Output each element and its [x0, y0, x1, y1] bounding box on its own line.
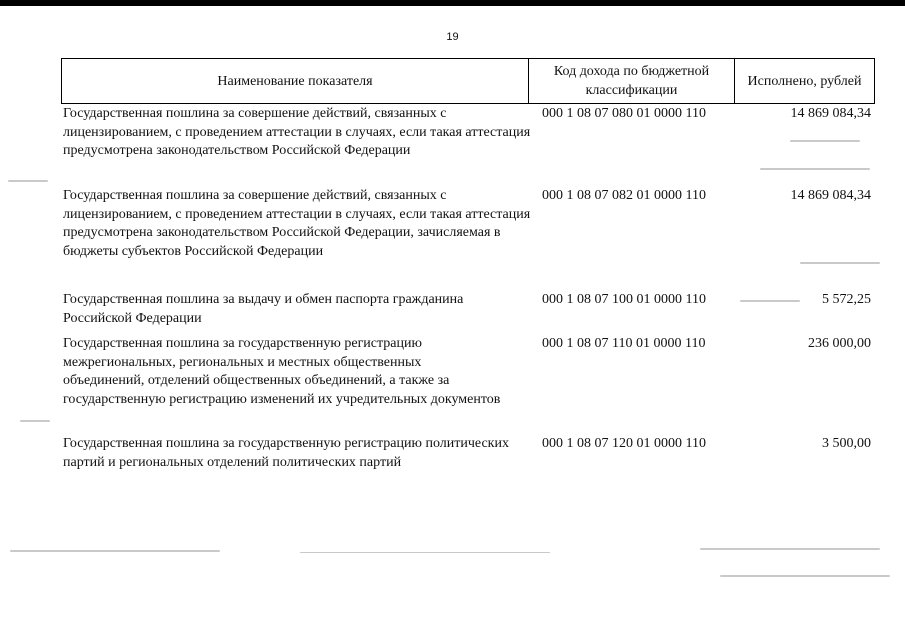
scan-noise: [720, 575, 890, 577]
scan-noise: [8, 180, 48, 182]
row-value: 14 869 084,34: [790, 188, 871, 203]
scan-noise: [760, 168, 870, 170]
row-value: 14 869 084,34: [790, 106, 871, 121]
scan-noise: [800, 262, 880, 264]
row-code: 000 1 08 07 080 01 0000 110: [542, 106, 706, 121]
header-value: Исполнено, рублей: [747, 73, 862, 89]
scan-noise: [10, 550, 220, 552]
row-code: 000 1 08 07 082 01 0000 110: [542, 188, 706, 203]
scan-noise: [740, 300, 800, 302]
row-code: 000 1 08 07 120 01 0000 110: [542, 436, 706, 451]
page-number: 19: [446, 31, 459, 43]
row-name: Государственная пошлина за выдачу и обмен паспорта гражданина Российской Федерации: [63, 292, 464, 326]
header-name: Наименование показателя: [62, 59, 529, 103]
table-header: [61, 58, 875, 104]
scan-noise: [20, 420, 50, 422]
row-name: Государственная пошлина за государственную регистрацию политических партий и региональных отделений политических партий: [63, 436, 509, 470]
row-value: 236 000,00: [808, 336, 871, 351]
row-value: 5 572,25: [822, 292, 871, 307]
row-code: 000 1 08 07 110 01 0000 110: [542, 336, 706, 351]
header-code: Код дохода по бюджетной классификации: [529, 59, 735, 103]
scan-noise: [300, 552, 550, 553]
revenue-table: [61, 58, 875, 470]
row-value: 3 500,00: [822, 436, 871, 451]
row-code: 000 1 08 07 100 01 0000 110: [542, 292, 706, 307]
row-name: Государственная пошлина за совершение действий, связанных с лицензированием, с проведением аттестации в случаях, если такая аттестация предусмотрена законодательством Российской Федерации: [63, 106, 531, 158]
row-name: Государственная пошлина за государственную регистрацию межрегиональных, региональных и местных общественных объединений, отделений общественных объединений, а также за государственную регистрацию изменений их учредительных документов: [63, 336, 501, 407]
row-name: Государственная пошлина за совершение действий, связанных с лицензированием, с проведением аттестации в случаях, если такая аттестация предусмотрена законодательством Российской Федерации, зачисляемая в бюджеты субъектов Российской Федерации: [63, 188, 531, 259]
scan-noise: [790, 140, 860, 142]
scan-noise: [700, 548, 880, 550]
page-top-border: [0, 0, 905, 6]
